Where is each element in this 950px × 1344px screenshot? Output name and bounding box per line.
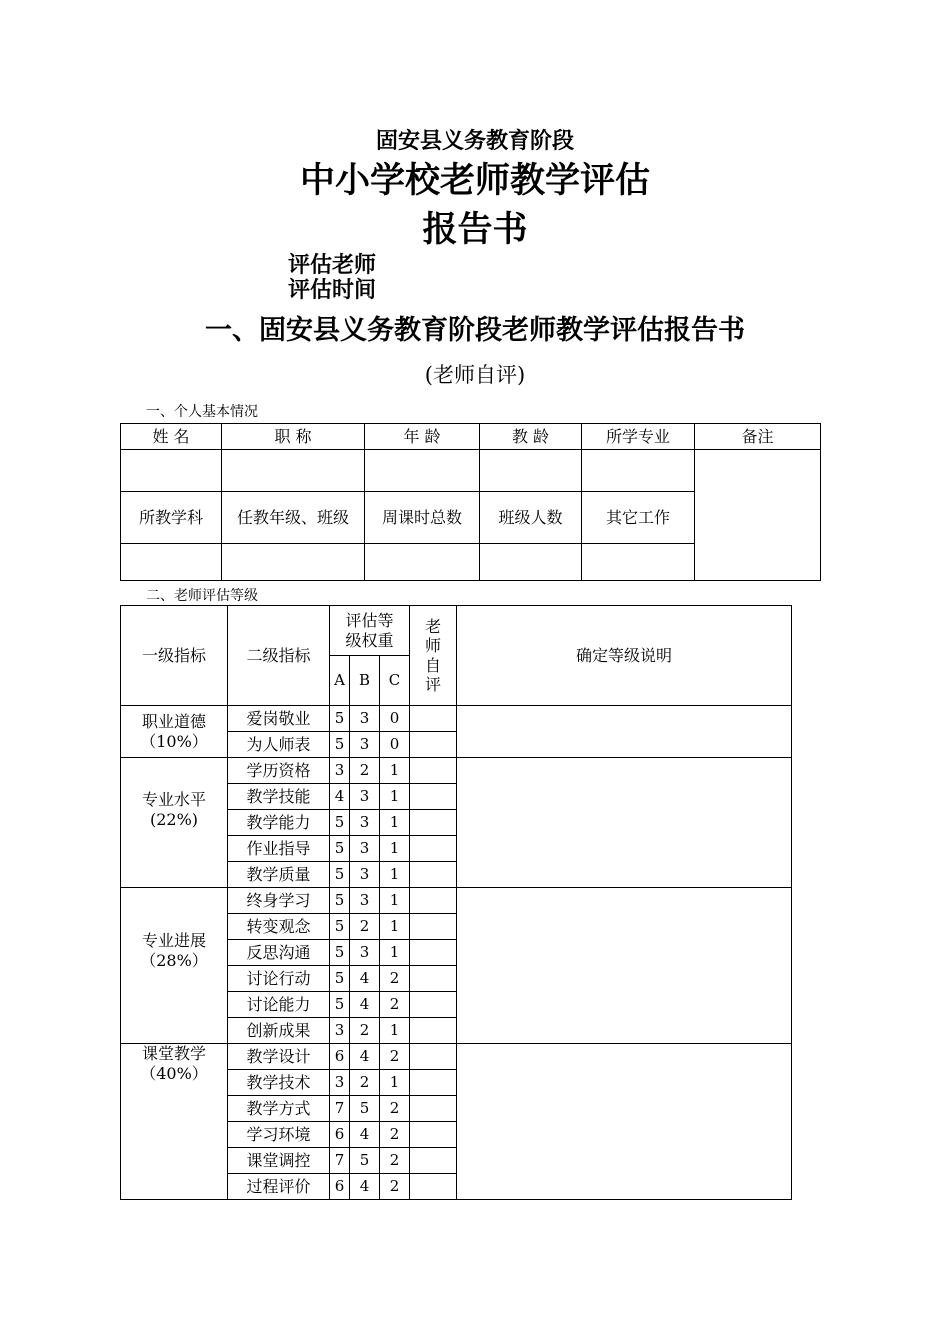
grading-heading: 二、老师评估等级 [146,588,258,604]
weight-a: 5 [330,732,350,758]
level2-indicator: 为人师表 [228,732,330,758]
weight-b: 4 [350,966,380,992]
level2-indicator: 终身学习 [228,888,330,914]
weight-c: 1 [380,914,410,940]
self-eval-cell[interactable] [410,992,457,1018]
header-major: 所学专业 [582,424,695,450]
weight-c: 2 [380,966,410,992]
weight-b: 5 [350,1096,380,1122]
level1-indicator: 职业道德 （10%） [121,706,228,758]
weight-c: 1 [380,888,410,914]
header-grade-class: 任教年级、班级 [222,492,365,544]
weight-a: 7 [330,1148,350,1174]
self-eval-cell[interactable] [410,758,457,784]
weight-b: 3 [350,784,380,810]
header-age: 年 龄 [365,424,480,450]
basic-info-heading: 一、个人基本情况 [146,404,258,420]
level2-indicator: 教学技术 [228,1070,330,1096]
header-weekly-hours: 周课时总数 [365,492,480,544]
weight-a: 6 [330,1044,350,1070]
self-eval-cell[interactable] [410,940,457,966]
weight-c: 1 [380,1018,410,1044]
self-eval-cell[interactable] [410,862,457,888]
teacher-field-label: 评估老师 [288,252,377,278]
level2-indicator: 作业指导 [228,836,330,862]
input-subject[interactable] [121,544,222,581]
weight-a: 6 [330,1122,350,1148]
document-subtitle: 固安县义务教育阶段 [375,128,574,154]
grade-description-cell[interactable] [457,706,792,758]
weight-a: 6 [330,1174,350,1200]
weight-c: 1 [380,836,410,862]
grade-description-cell[interactable] [457,888,792,1044]
level2-indicator: 过程评价 [228,1174,330,1200]
weight-c: 1 [380,1070,410,1096]
weight-b: 4 [350,1044,380,1070]
weight-c: 0 [380,732,410,758]
weight-c: 1 [380,784,410,810]
self-eval-cell[interactable] [410,706,457,732]
header-name: 姓 名 [121,424,222,450]
weight-b: 2 [350,1018,380,1044]
weight-b: 3 [350,732,380,758]
input-remarks[interactable] [695,450,821,581]
grading-row [121,758,792,784]
level2-indicator: 教学技能 [228,784,330,810]
weight-a: 5 [330,992,350,1018]
input-name[interactable] [121,450,222,492]
header-title: 职 称 [222,424,365,450]
weight-c: 2 [380,1122,410,1148]
weight-c: 2 [380,1044,410,1070]
input-title[interactable] [222,450,365,492]
weight-a: 5 [330,888,350,914]
weight-a: 5 [330,966,350,992]
grading-row [121,1044,792,1070]
weight-b: 3 [350,862,380,888]
weight-b: 3 [350,888,380,914]
level2-indicator: 转变观念 [228,914,330,940]
time-field-label: 评估时间 [288,277,377,303]
self-eval-cell[interactable] [410,1148,457,1174]
weight-a: 7 [330,1096,350,1122]
weight-a: 3 [330,1018,350,1044]
header-subject: 所教学科 [121,492,222,544]
col-b-header: B [350,656,380,706]
weight-a: 5 [330,940,350,966]
header-teaching-years: 教 龄 [480,424,582,450]
weight-b: 4 [350,992,380,1018]
input-teaching-years[interactable] [480,450,582,492]
col-c-header: C [380,656,410,706]
self-eval-cell[interactable] [410,836,457,862]
self-eval-cell[interactable] [410,732,457,758]
weight-c: 0 [380,706,410,732]
weight-a: 5 [330,706,350,732]
self-eval-cell[interactable] [410,1070,457,1096]
weight-b: 3 [350,836,380,862]
grading-row [121,888,792,914]
grading-row [121,706,792,732]
weight-a: 3 [330,1070,350,1096]
col-a-header: A [330,656,350,706]
weight-a: 5 [330,810,350,836]
level2-indicator: 教学质量 [228,862,330,888]
self-eval-cell[interactable] [410,1044,457,1070]
weight-a: 3 [330,758,350,784]
level2-indicator: 学习环境 [228,1122,330,1148]
level2-indicator: 课堂调控 [228,1148,330,1174]
weight-c: 2 [380,1096,410,1122]
self-eval-cell[interactable] [410,1018,457,1044]
self-eval-cell[interactable] [410,810,457,836]
self-eval-cell[interactable] [410,1096,457,1122]
grade-description-cell[interactable] [457,758,792,888]
weight-c: 1 [380,940,410,966]
level2-indicator: 教学能力 [228,810,330,836]
weight-c: 1 [380,810,410,836]
level2-indicator: 讨论行动 [228,966,330,992]
input-grade-class[interactable] [222,544,365,581]
level1-indicator: 专业水平 (22%) [121,758,228,888]
weight-c: 2 [380,1148,410,1174]
level1-indicator: 课堂教学 （40%） [121,1044,228,1200]
weight-a: 5 [330,862,350,888]
document-title: 中小学校老师教学评估 [299,160,650,201]
level1-indicator: 专业进展 （28%） [121,888,228,1044]
input-age[interactable] [365,450,480,492]
self-eval-cell[interactable] [410,1122,457,1148]
weight-c: 2 [380,992,410,1018]
input-major[interactable] [582,450,695,492]
weight-a: 4 [330,784,350,810]
weight-c: 1 [380,862,410,888]
weight-b: 3 [350,810,380,836]
weight-b: 4 [350,1122,380,1148]
self-eval-label: (老师自评) [424,363,526,387]
input-class-size[interactable] [480,544,582,581]
weight-b: 4 [350,1174,380,1200]
col-level1-header: 一级指标 [121,606,228,706]
weight-c: 1 [380,758,410,784]
header-other-work: 其它工作 [582,492,695,544]
level2-indicator: 学历资格 [228,758,330,784]
weight-b: 2 [350,758,380,784]
grade-description-cell[interactable] [457,1044,792,1200]
level2-indicator: 反思沟通 [228,940,330,966]
document-title-book: 报告书 [422,209,528,250]
self-eval-cell[interactable] [410,888,457,914]
level2-indicator: 教学方式 [228,1096,330,1122]
input-other-work[interactable] [582,544,695,581]
grading-table [120,605,792,1200]
weight-c: 2 [380,1174,410,1200]
section-heading: 一、固安县义务教育阶段老师教学评估报告书 [205,315,745,346]
col-weight-header: 评估等级权重 [330,606,410,656]
col-level2-header: 二级指标 [228,606,330,706]
col-desc-header: 确定等级说明 [457,606,792,706]
weight-b: 2 [350,1070,380,1096]
weight-a: 5 [330,836,350,862]
level2-indicator: 教学设计 [228,1044,330,1070]
self-eval-cell[interactable] [410,914,457,940]
header-remarks: 备注 [695,424,821,450]
header-class-size: 班级人数 [480,492,582,544]
weight-b: 3 [350,940,380,966]
level2-indicator: 爱岗敬业 [228,706,330,732]
col-self-header: 老 师 自 评 [410,606,457,706]
self-eval-cell[interactable] [410,784,457,810]
weight-b: 3 [350,706,380,732]
weight-b: 5 [350,1148,380,1174]
level2-indicator: 创新成果 [228,1018,330,1044]
self-eval-cell[interactable] [410,1174,457,1200]
weight-a: 5 [330,914,350,940]
level2-indicator: 讨论能力 [228,992,330,1018]
self-eval-cell[interactable] [410,966,457,992]
basic-info-table [120,423,821,581]
input-weekly-hours[interactable] [365,544,480,581]
weight-b: 2 [350,914,380,940]
